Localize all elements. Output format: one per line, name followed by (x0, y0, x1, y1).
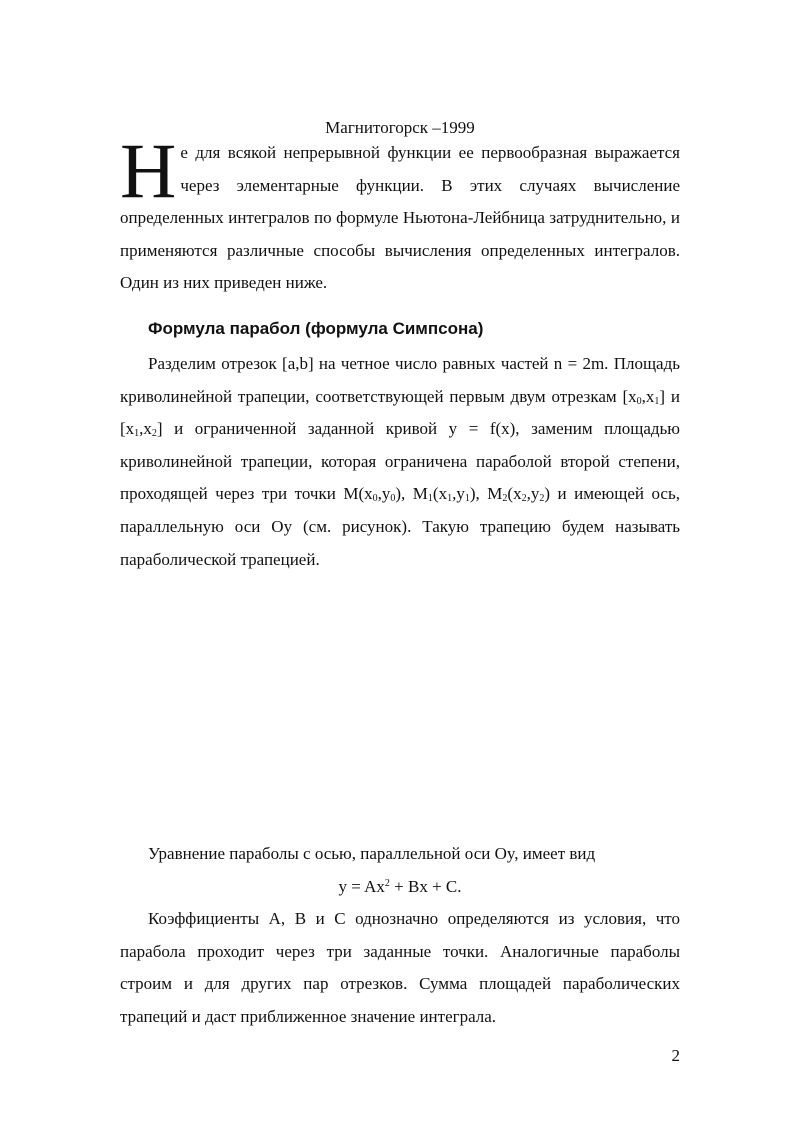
paragraph-coefficients: Коэффициенты A, B и C однозначно определяются из условия, что парабола проходит через три заданные точки. Аналогичные параболы строим и для других пар отрезков. Сумма площадей параболических трапеций и даст приближенное значение интеграла. (120, 909, 680, 1026)
section-heading: Формула парабол (формула Симпсона) (148, 319, 484, 338)
intro-text: е для всякой непрерывной функции ее первообразная выражается через элементарные функции. В этих случаях вычисление определенных интегралов по формуле Ньютона-Лейбница затруднительно, и применяются различные способы вычисления определенных интегралов. Один из них приведен ниже. (120, 143, 680, 292)
dropcap-letter: Н (120, 127, 177, 214)
parabola-equation-section (120, 838, 680, 1034)
simpson-description (120, 348, 680, 576)
page-number: 2 (671, 1046, 680, 1065)
parabola-formula: $y = Ax^2 + Bx + C$. (338, 876, 462, 896)
paragraph-partition: Разделим отрезок [a,b] на четное число равных частей n = 2m. Площадь криволинейной трапеции, соответствующей первым двум отрезкам $[x_0,x_1]$ и $[x_1,x_2]$ и ограниченной заданной кривой y = f(x), заменим площадью криволинейной трапеции, которая ограничена параболой второй степени, проходящей через три точки $M(x_0,y_0)$, $M_1(x_1,y_1)$, $M_2(x_2,y_2)$ и имеющей ось, параллельную оси Oy (см. рисунок). Такую трапецию будем называть параболической трапецией. (120, 354, 680, 569)
paragraph-parabola-equation: Уравнение параболы с осью, параллельной оси Oy, имеет вид (148, 844, 596, 863)
city-year-line: Магнитогорск –1999 (325, 118, 475, 137)
